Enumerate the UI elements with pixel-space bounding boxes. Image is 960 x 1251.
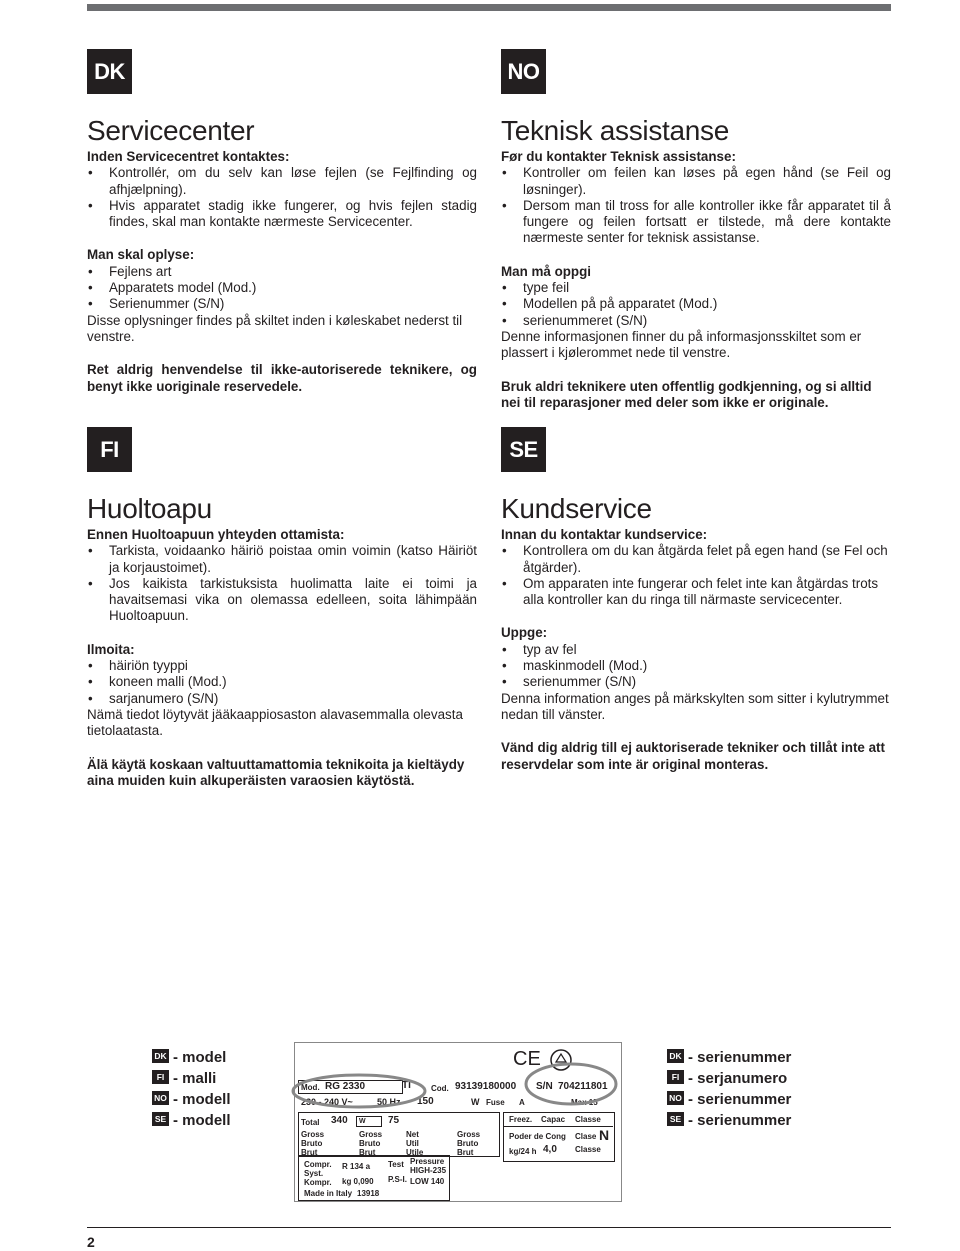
flag-no: NO — [667, 1091, 684, 1105]
page-number: 2 — [87, 1234, 95, 1250]
info-list — [501, 280, 891, 329]
section-title: Huoltoapu — [87, 493, 212, 524]
list-item: • Dersom man til tross for alle kontroller ikke får apparatet til å fungere og feilen fortsatt er tilstede, må dere kontakte nærmeste senter for teknisk assistanse. — [501, 198, 891, 247]
section-fi — [87, 494, 477, 789]
pressure-label: Pressure — [410, 1157, 445, 1166]
list-item: • Fejlens art — [87, 264, 477, 280]
max-label: Max 15 — [571, 1098, 598, 1107]
total-value: 340 — [331, 1115, 348, 1126]
compr-label: Compr. — [304, 1160, 332, 1169]
list-item: • Om apparaten inte fungerar och felet inte kan åtgärdas trots alla kontroller kan du ringa till närmaste servicecenter. — [501, 576, 891, 609]
warning-text: Ret aldrig henvendelse til ikke-autoriserede teknikere, og benyt ikke uoriginale reservedele. — [87, 362, 477, 394]
serial-highlight-ellipse — [523, 1059, 619, 1107]
legend-model-no: - modell — [173, 1091, 231, 1108]
net-label: Net — [406, 1130, 419, 1139]
list-item: • Jos kaikista tarkistuksista huolimatta laite ei toimi ja havaitsemasi vika on olemassa edelleen, soita lähimpään Huoltoapuun. — [87, 576, 477, 625]
list-item: • koneen malli (Mod.) — [87, 674, 477, 690]
classe-label: Classe — [575, 1145, 601, 1154]
kg24-value: 4,0 — [543, 1144, 557, 1155]
cod-value: 93139180000 — [455, 1081, 517, 1092]
clase-label: Clase — [575, 1132, 597, 1141]
info-heading: Ilmoita: — [87, 641, 135, 657]
legend-model-fi: - malli — [173, 1070, 217, 1087]
voltage: 230 - 240 V~ — [301, 1097, 353, 1107]
utile-label: Utile — [406, 1148, 424, 1157]
list-item: • serienummeret (S/N) — [501, 313, 891, 329]
ce-mark: CE — [513, 1048, 541, 1070]
list-item: • typ av fel — [501, 642, 891, 658]
classe-label: Classe — [575, 1115, 601, 1124]
made-in: Made in Italy — [304, 1189, 353, 1198]
list-item: • häiriön tyyppi — [87, 658, 477, 674]
frequency: 50 Hz — [377, 1097, 401, 1107]
info-heading: Man skal oplyse: — [87, 247, 195, 263]
warning-text: Älä käytä koskaan valtuuttamattomia teknikoita ja kieltäydy aina muiden kuin alkuperäisten varaosien käytöstä. — [87, 756, 465, 788]
fuse-label: Fuse — [486, 1098, 505, 1107]
badge-dk: DK — [87, 49, 132, 94]
footer-rule — [87, 1227, 891, 1228]
section-title: Teknisk assistanse — [501, 115, 730, 146]
kg24-label: kg/24 h — [509, 1147, 537, 1156]
test-label: Test — [388, 1160, 404, 1169]
info-note: Nämä tiedot löytyvät jääkaappiosaston alavasemmalla olevasta tietolaatasta. — [87, 706, 463, 739]
info-list — [501, 642, 891, 691]
syst-label: Syst. — [304, 1169, 324, 1178]
section-title: Servicecenter — [87, 115, 255, 146]
info-note: Disse oplysninger findes på skiltet inden i køleskabet nederst til venstre. — [87, 312, 463, 344]
list-item: • serienummer (S/N) — [501, 674, 891, 690]
util-label: Util — [406, 1139, 419, 1148]
flag-fi: FI — [152, 1070, 169, 1084]
list-item: • Serienummer (S/N) — [87, 296, 477, 312]
freez-label: Freez. — [509, 1115, 533, 1124]
brut-label: Brut — [359, 1148, 376, 1157]
bullet-list — [87, 165, 477, 230]
bullet-list — [501, 543, 891, 608]
refrigerant: R 134 a — [342, 1162, 371, 1171]
amp-label: A — [519, 1098, 525, 1107]
bruto-label: Bruto — [457, 1139, 479, 1148]
brut-label: Brut — [457, 1148, 474, 1157]
w-value: 75 — [388, 1115, 400, 1126]
watts-value: 150 — [417, 1096, 434, 1107]
section-title: Kundservice — [501, 493, 652, 524]
section-dk — [87, 116, 477, 395]
section-lead: Ennen Huoltoapuun yhteyden ottamista: — [87, 527, 345, 542]
legend-serial-no: - serienummer — [688, 1091, 792, 1108]
info-note: Denna information anges på märkskylten som sitter i kylutrymmet nedan till vänster. — [501, 690, 889, 722]
gross-label: Gross — [359, 1130, 383, 1139]
brut-label: Brut — [301, 1148, 318, 1157]
gross-label: Gross — [457, 1130, 481, 1139]
watts-unit: W — [471, 1097, 480, 1107]
section-lead: Inden Servicecentret kontaktes: — [87, 149, 290, 164]
info-list — [87, 264, 477, 313]
flag-dk: DK — [152, 1049, 169, 1063]
section-lead: Før du kontakter Teknisk assistanse: — [501, 149, 736, 164]
sn-label: S/N — [536, 1081, 553, 1092]
warning-text: Bruk aldri teknikere uten offentlig godkjenning, og si alltid nei til reparasjoner med deler som ikke er originale. — [501, 378, 872, 410]
rating-plate — [294, 1042, 622, 1202]
top-rule — [87, 4, 891, 11]
legend-serial-fi: - serjanumero — [688, 1070, 788, 1087]
capac-label: Capac — [541, 1115, 566, 1124]
list-item: • sarjanumero (S/N) — [87, 691, 477, 707]
flag-dk: DK — [667, 1049, 684, 1063]
list-item: • Hvis apparatet stadig ikke fungerer, og hvis fejlen stadig findes, skal man kontakte nærmeste Servicecenter. — [87, 198, 477, 231]
w-label: W — [359, 1118, 366, 1125]
clase-value: N — [599, 1127, 610, 1143]
info-note: Denne informasjonen finner du på informasjonsskiltet som er plassert i kjølerommet nede til venstre. — [501, 328, 862, 361]
flag-fi: FI — [667, 1070, 684, 1084]
info-heading: Man må oppgi — [501, 263, 592, 279]
section-no — [501, 116, 891, 411]
flag-se: SE — [667, 1112, 684, 1126]
list-item: • type feil — [501, 280, 891, 296]
refrigerant-kg: kg 0,090 — [342, 1177, 374, 1186]
gross-label: Gross — [301, 1130, 325, 1139]
tl-label: TI — [402, 1080, 411, 1091]
list-item: • Kontroller om feilen kan løses på egen hånd (se Feil og løsninger). — [501, 165, 891, 198]
info-list — [87, 658, 477, 707]
section-lead: Innan du kontaktar kundservice: — [501, 527, 708, 542]
legend-model-dk: - model — [173, 1049, 227, 1066]
sn-value: 704211801 — [558, 1081, 608, 1092]
list-item: • Apparatets model (Mod.) — [87, 280, 477, 296]
bruto-label: Bruto — [359, 1139, 381, 1148]
made-code: 13918 — [357, 1189, 380, 1198]
list-item: • Modellen på på apparatet (Mod.) — [501, 296, 891, 312]
mod-label: Mod. — [301, 1083, 320, 1092]
badge-fi: FI — [87, 427, 132, 472]
legend-model-se: - modell — [173, 1112, 231, 1129]
list-item: • Tarkista, voidaanko häiriö poistaa omin voimin (katso Häiriöt ja korjaustoimet). — [87, 543, 477, 576]
badge-no: NO — [501, 49, 546, 94]
kompr-label: Kompr. — [304, 1178, 332, 1187]
mod-value: RG 2330 — [325, 1081, 366, 1092]
badge-se: SE — [501, 427, 546, 472]
flag-se: SE — [152, 1112, 169, 1126]
model-highlight-ellipse — [289, 1071, 429, 1111]
info-heading: Uppge: — [501, 625, 548, 641]
list-item: • maskinmodell (Mod.) — [501, 658, 891, 674]
warning-text: Vänd dig aldrig till ej auktoriserade tekniker och tillåt inte att reservdelar som inte är original monteras. — [501, 740, 885, 772]
section-se — [501, 494, 891, 773]
poder-label: Poder de Cong — [509, 1132, 566, 1141]
bullet-list — [87, 543, 477, 624]
legend-serial-se: - serienummer — [688, 1112, 792, 1129]
list-item: • Kontrollera om du kan åtgärda felet på egen hand (se Fel och åtgärder). — [501, 543, 891, 576]
low-pressure: LOW 140 — [410, 1177, 445, 1186]
high-pressure: HIGH-235 — [410, 1166, 447, 1175]
flag-no: NO — [152, 1091, 169, 1105]
cod-label: Cod. — [431, 1084, 449, 1093]
psi-label: P.S-I. — [388, 1175, 407, 1184]
bullet-list — [501, 165, 891, 246]
legend-serial-dk: - serienummer — [688, 1049, 792, 1066]
total-label: Total — [301, 1118, 320, 1127]
list-item: • Kontrollér, om du selv kan løse fejlen (se Fejlfinding og afhjælpning). — [87, 165, 477, 198]
bruto-label: Bruto — [301, 1139, 323, 1148]
